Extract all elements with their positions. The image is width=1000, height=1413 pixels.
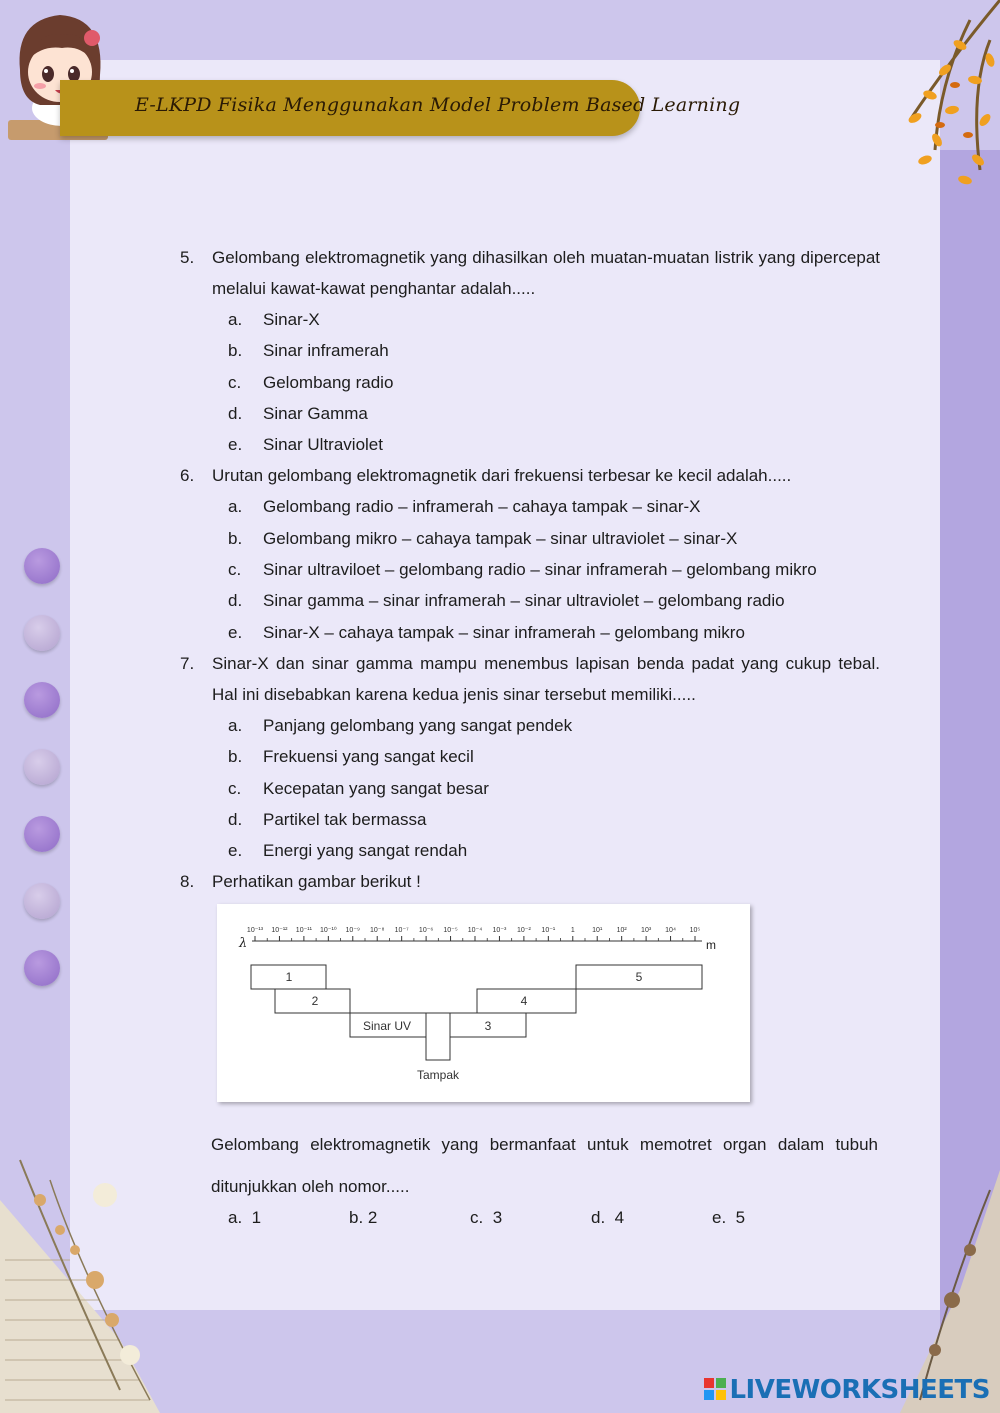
option-6b[interactable] [180,523,880,554]
band-1-label: 1 [285,970,293,984]
band-5-label: 5 [635,970,643,984]
axis-unit: m [706,938,716,952]
axis-tick-label: 10⁻⁶ [418,927,434,934]
answer-value: 3 [492,1208,503,1227]
dot [24,682,60,718]
option-text: Partikel tak bermassa [263,809,427,829]
option-7a[interactable] [180,710,880,741]
option-letter: d. [228,809,243,829]
option-letter: d. [228,591,243,611]
option-text: Energi yang sangat rendah [263,841,468,861]
question-8-answers [228,1208,848,1228]
option-letter: d. [228,403,243,423]
option-text: Gelombang mikro – cahaya tampak – sinar ultraviolet – sinar-X [263,528,738,548]
axis-tick-label: 10² [616,927,627,934]
brand-text: LIVEWORKSHEETS [729,1375,990,1405]
option-5a[interactable] [180,304,880,335]
axis-tick-label: 10⁴ [665,927,676,934]
axis-tick-label: 10⁵ [689,927,701,934]
question-7 [180,648,880,710]
axis-tick-label: 1 [570,927,575,934]
answer-letter: d. [591,1208,606,1227]
option-letter: e. [228,841,243,861]
axis-tick-label: 10³ [641,927,652,934]
option-7c[interactable] [180,773,880,804]
option-text: Sinar ultraviloet – gelombang radio – sinar inframerah – gelombang mikro [263,560,817,580]
band-visible-label: Tampak [416,1068,460,1082]
option-letter: e. [228,622,243,642]
em-spectrum-figure [217,904,750,1102]
dot [24,816,60,852]
axis-tick-label: 10⁻² [516,927,531,934]
answer-value: 4 [614,1208,625,1227]
axis-tick-label: 10⁻⁹ [345,927,361,934]
option-5e[interactable] [180,429,880,460]
dot [24,883,60,919]
option-text: Sinar-X – cahaya tampak – sinar inframerah – gelombang mikro [263,622,745,642]
option-text: Gelombang radio – inframerah – cahaya tampak – sinar-X [263,497,701,517]
spectrum-diagram [217,904,750,1102]
option-text: Kecepatan yang sangat besar [263,778,489,798]
question-number: 7. [180,653,195,673]
answer-letter: b. [349,1208,364,1227]
question-text: Perhatikan gambar berikut ! [212,872,421,892]
answer-b[interactable] [349,1208,470,1228]
option-letter: c. [228,372,242,392]
header-title: E-LKPD Fisika Menggunakan Model Problem Based Learning [135,94,741,116]
brand-logo-icon [704,1377,726,1399]
band-4-label: 4 [520,994,528,1008]
option-5c[interactable] [180,367,880,398]
option-6d[interactable] [180,585,880,616]
answer-letter: e. [712,1208,727,1227]
dot [24,615,60,651]
axis-tick-label: 10⁻¹¹ [295,927,312,934]
axis-tick-label: 10⁻⁷ [394,927,409,934]
question-6 [180,460,880,491]
axis-tick-label: 10⁻¹² [271,927,288,934]
answer-value: 2 [367,1208,378,1227]
flowers-decoration [0,1140,200,1413]
option-letter: b. [228,747,243,767]
option-7d[interactable] [180,804,880,835]
answer-value: 5 [735,1208,746,1227]
brand-watermark [704,1375,990,1405]
option-text: Sinar Ultraviolet [263,435,383,455]
option-text: Sinar Gamma [263,403,368,423]
option-letter: a. [228,497,243,517]
axis-tick-label: 10¹ [592,927,603,934]
question-number: 6. [180,466,195,486]
answer-letter: a. [228,1208,243,1227]
band-visible-box [426,1013,450,1060]
question-number: 5. [180,248,195,267]
axis-tick-label: 10⁻¹⁰ [320,927,337,934]
axis-tick-label: 10⁻¹ [541,927,556,934]
answer-a[interactable] [228,1208,349,1228]
band-uv-label: Sinar UV [362,1019,412,1033]
option-6a[interactable] [180,491,880,522]
option-text: Frekuensi yang sangat kecil [263,747,474,767]
axis-tick-label: 10⁻⁵ [443,927,458,934]
question-number: 8. [180,872,195,892]
option-text: Sinar-X [263,310,320,329]
option-letter: c. [228,560,242,580]
option-text: Sinar gamma – sinar inframerah – sinar ultraviolet – gelombang radio [263,591,785,611]
question-text: Urutan gelombang elektromagnetik dari frekuensi terbesar ke kecil adalah..... [212,466,792,486]
option-letter: b. [228,528,243,548]
answer-value: 1 [251,1208,262,1227]
option-letter: e. [228,435,243,455]
option-text: Gelombang radio [263,372,394,392]
option-7e[interactable] [180,835,880,866]
option-6c[interactable] [180,554,880,585]
option-5d[interactable] [180,398,880,429]
answer-e[interactable] [712,1208,833,1228]
question-8-followup: Gelombang elektromagnetik yang bermanfaat untuk memotret organ dalam tubuh ditunjukkan oleh nomor..... [211,1135,878,1196]
decorative-dots [24,548,60,1017]
answer-c[interactable] [470,1208,591,1228]
axis-tick-label: 10⁻⁴ [467,927,483,934]
dot [24,548,60,584]
dot [24,749,60,785]
question-text: Sinar-X dan sinar gamma mampu menembus lapisan benda padat yang cukup tebal. Hal ini disebabkan karena kedua jenis sinar tersebut memiliki..... [212,653,880,704]
option-text: Sinar inframerah [263,341,389,361]
questions-section [180,242,880,897]
axis-symbol: λ [239,936,248,951]
band-3-label: 3 [484,1019,492,1033]
option-text: Panjang gelombang yang sangat pendek [263,715,573,735]
answer-d[interactable] [591,1208,712,1228]
option-letter: a. [228,715,243,735]
option-letter: c. [228,778,242,798]
leaves-decoration [840,0,1000,190]
axis-tick-label: 10⁻³ [492,927,507,934]
axis-tick-label: 10⁻¹³ [246,927,264,934]
axis-ticks [247,926,701,941]
option-7b[interactable] [180,741,880,772]
question-text: Gelombang elektromagnetik yang dihasilkan oleh muatan-muatan listrik yang dipercepat melalui kawat-kawat penghantar adalah..... [212,248,880,298]
option-letter: a. [228,310,243,329]
dot [24,950,60,986]
answer-letter: c. [470,1208,484,1227]
question-8 [180,866,880,897]
question-5 [180,242,880,304]
axis-tick-label: 10⁻⁸ [370,927,385,934]
option-5b[interactable] [180,335,880,366]
option-letter: b. [228,341,243,361]
band-2-label: 2 [311,994,319,1008]
option-6e[interactable] [180,617,880,648]
